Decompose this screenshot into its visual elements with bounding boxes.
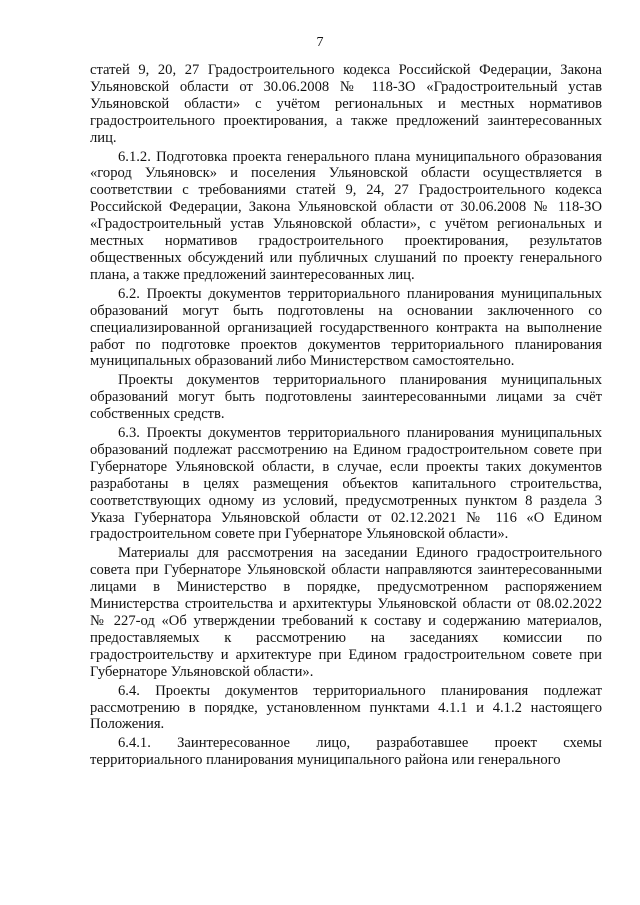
paragraph-6-2: 6.2. Проекты документов территориального планирования муниципальных образований могут быть подготовлены на основании заключенного со специализированной организацией государственного контракта на выполнение работ по подготовке проектов документов территориального планирования муниципальных образований либо Министерством самостоятельно. (90, 285, 602, 370)
document-body (90, 62, 602, 771)
paragraph-6-4-1: 6.4.1. Заинтересованное лицо, разработавшее проект схемы территориального планирования муниципального района или генерального (90, 735, 602, 769)
paragraph-6-3: 6.3. Проекты документов территориального планирования муниципальных образований подлежат рассмотрению на Едином градостроительном совете при Губернаторе Ульяновской области, в случае, если проекты таких документов разработаны в целях размещения объектов капитального строительства, соответствующих одному из условий, предусмотренных пунктом 8 раздела 3 Указа Губернатора Ульяновской области от 02.12.2021 № 116 «О Едином градостроительном совете при Губернаторе Ульяновской области». (90, 425, 602, 543)
page-number: 7 (316, 35, 324, 50)
paragraph-continuation: статей 9, 20, 27 Градостроительного кодекса Российской Федерации, Закона Ульяновской области от 30.06.2008 № 118-ЗО «Градостроительный устав Ульяновской области» с учётом региональных и местных нормативов градостроительного проектирования, а также предложений заинтересованных лиц. (90, 62, 602, 146)
paragraph-6-2-own-funds: Проекты документов территориального планирования муниципальных образований могут быть подготовлены заинтересованными лицами за счёт собственных средств. (90, 372, 602, 423)
paragraph-6-1-2: 6.1.2. Подготовка проекта генерального плана муниципального образования «город Ульяновск» и поселения Ульяновской области осуществляется в соответствии с требованиями статей 9, 24, 27 Градостроительного кодекса Российской Федерации, Закона Ульяновской области от 30.06.2008 № 118-ЗО «Градостроительный устав Ульяновской области», с учётом региональных и местных нормативов градостроительного проектирования, результатов общественных обсуждений или публичных слушаний по проекту генерального плана, а также предложений заинтересованных лиц. (90, 148, 602, 283)
paragraph-6-4: 6.4. Проекты документов территориального планирования подлежат рассмотрению в порядке, установленном пунктами 4.1.1 и 4.1.2 настоящего Положения. (90, 682, 602, 733)
paragraph-6-3-materials: Материалы для рассмотрения на заседании Единого градостроительного совета при Губернаторе Ульяновской области направляются заинтересованными лицами в Министерство в порядке, предусмотренном распоряжением Министерства строительства и архитектуры Ульяновской области от 08.02.2022 № 227-од «Об утверждении требований к составу и содержанию материалов, предоставляемых к рассмотрению на заседаниях комиссии по градостроительству и архитектуре при Едином градостроительном совете при Губернаторе Ульяновской области». (90, 545, 602, 680)
